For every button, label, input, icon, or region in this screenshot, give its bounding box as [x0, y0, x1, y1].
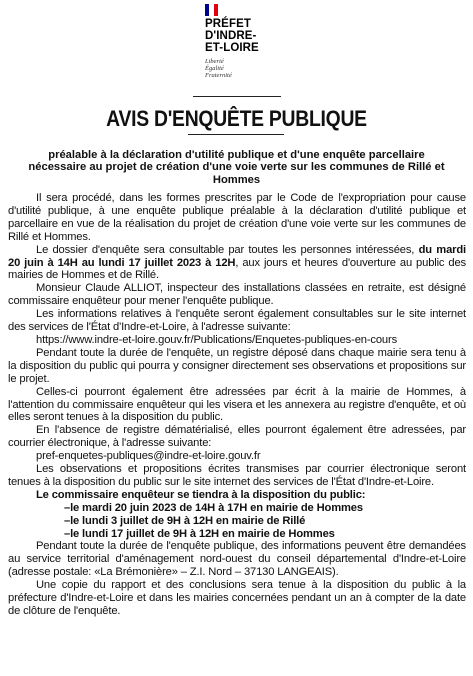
- paragraph: [8, 244, 466, 283]
- paragraph: Monsieur Claude ALLIOT, inspecteur des installations classées en retraite, est désigné commissaire enquêteur pour mener l'enquête publique.: [8, 282, 466, 308]
- logo-line: ET-LOIRE: [205, 42, 259, 54]
- motto-line: Liberté: [205, 58, 224, 65]
- subtitle: préalable à la déclaration d'utilité publique et d'une enquête parcellaire nécessaire au projet de création d'une voie verte sur les communes de Rillé et Hommes: [28, 149, 445, 186]
- logo-line: D'INDRE-: [205, 30, 257, 42]
- dates-bold: du mardi 20 juin à 14H au lundi 17 juillet 2023 à 12H: [8, 243, 466, 269]
- permanence-item: –le mardi 20 juin 2023 de 14H à 17H en mairie de Hommes: [64, 501, 363, 514]
- text-span: , aux jours et heures d'ouverture au public des mairies de Hommes et de Rillé.: [8, 256, 466, 282]
- top-rule: [193, 96, 281, 97]
- motto: [205, 58, 232, 79]
- page-title: AVIS D'ENQUÊTE PUBLIQUE: [106, 106, 367, 131]
- paragraph: Une copie du rapport et des conclusions sera tenue à la disposition du public à la préfecture d'Indre-et-Loire et dans les mairies concernées pendant un an à compter de la date de clôture de l'enquête.: [8, 579, 466, 617]
- paragraph: Les informations relatives à l'enquête seront également consultables sur le site internet des services de l'État d'Indre-et-Loire, à l'adresse suivante:: [8, 308, 466, 334]
- permanence-item: –le lundi 17 juillet de 9H à 12H en mairie de Hommes: [64, 527, 335, 540]
- website-link[interactable]: https://www.indre-et-loire.gouv.fr/Publications/Enquetes-publiques-en-cours: [36, 333, 398, 346]
- permanence-item: –le lundi 3 juillet de 9H à 12H en mairie de Rillé: [64, 514, 306, 527]
- paragraph: Celles-ci pourront également être adressées par écrit à la mairie de Hommes, à l'attention du commissaire enquêteur qui les visera et les annexera au registre d'enquête, et où elles seront tenues à la disposition du public.: [8, 385, 466, 424]
- paragraph: Il sera procédé, dans les formes prescrites par le Code de l'expropriation pour cause d'utilité publique, à une enquête publique préalable à la déclaration d'utilité publique et parcellaire en vue de la réalisation du projet de création d'une voie verte sur les communes de Rillé et Hommes.: [8, 192, 466, 243]
- permanences-title: Le commissaire enquêteur se tiendra à la disposition du public:: [36, 488, 366, 501]
- logo-text: [205, 18, 259, 54]
- text-span: Le dossier d'enquête sera consultable par toutes les personnes intéressées,: [36, 243, 419, 256]
- paragraph: Les observations et propositions écrites transmises par courrier électronique seront tenues à la disposition du public sur le site internet des services de l'État d'Indre-et-Loire.: [8, 463, 466, 488]
- prefecture-logo: [193, 4, 293, 88]
- notice-body: [8, 192, 466, 618]
- email-link[interactable]: pref-enquetes-publiques@indre-et-loire.gouv.fr: [36, 450, 261, 463]
- logo-line: PRÉFET: [205, 18, 251, 30]
- title-rule: [188, 134, 284, 135]
- motto-line: Égalité: [205, 65, 224, 72]
- paragraph: En l'absence de registre dématérialisé, elles pourront également être adressées, par courrier électronique, à l'adresse suivante:: [8, 424, 466, 450]
- paragraph: Pendant toute la durée de l'enquête, un registre déposé dans chaque mairie sera tenu à la disposition du public qui pourra y consigner directement ses observations et propositions sur le projet.: [8, 346, 466, 385]
- marianne-flag-icon: [205, 4, 218, 16]
- motto-line: Fraternité: [205, 72, 232, 79]
- paragraph: Pendant toute la durée de l'enquête publique, des informations peuvent être demandées au service territorial d'aménagement nord-ouest du conseil départemental d'Indre-et-Loire (adresse postale: «La Brémonière» – Z.I. Nord – 37130 LANGEAIS).: [8, 540, 466, 579]
